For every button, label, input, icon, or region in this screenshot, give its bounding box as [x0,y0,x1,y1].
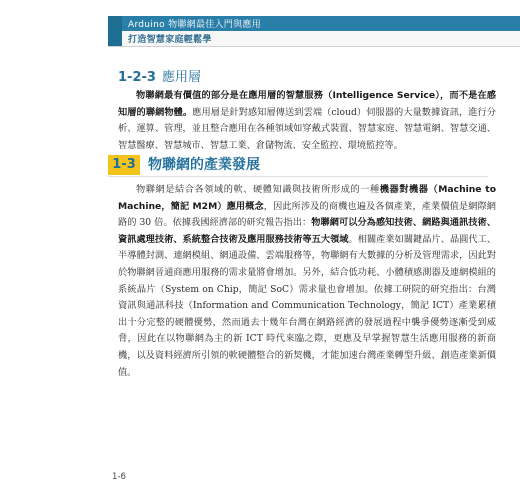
section-heading [108,154,488,177]
paragraph-application-layer [118,88,496,154]
paragraph-bold-text: 機器對機器（Machine to Machine，簡記 M2M）應用概念 [118,184,497,212]
paragraph-iot-industry [118,182,496,381]
paragraph-text: ，因此所涉及的商機也遍及各個產業，產業價值是網際網路的 30 倍。依據我國經濟部的研究報告指出： [118,200,496,229]
book-title: Arduino 物聯網最佳入門與應用 [128,20,262,30]
subsection-number: 1-2-3 [118,70,156,85]
paragraph-text: 物聯網是結合各領域的軟、硬體知識與技術所形成的一種 [136,184,380,195]
subsection-title: 應用層 [161,70,201,85]
running-header [108,16,520,46]
page-number: 1-6 [112,472,126,482]
paragraph-text: 。相關產業如關鍵晶片、晶圓代工、半導體封測、連網模組、網通設備、雲端服務等，物聯網有大數據的分析及管理需求，因此對於物聯網晉通商應用服務的需求量將會增加。另外，結合低功耗、小體積感測器及連網模組的系統晶片（System on Chip，簡記 SoC）需求量也會增加。依據工研院的研究指出：台灣資訊與通訊科技（Information and Communication Technology，簡記 ICT）產業累積出十分完整的硬體優勢，然而過去十幾年台灣在網路經濟的發展過程中襲爭優勢逐漸受到威脅，因此在以物聯網為主的新 ICT 時代來臨之際，更應及早掌握智慧生活應用服務的新商機，以及資料經濟所引領的軟硬體整合的新契機，才能加速台灣產業轉型升級、創造產業新價值。 [118,233,497,378]
paragraph-bold-text: 物聯網可以分為感知技術、網路與通訊技術、資訊處理技術、系統整合技術及應用服務技術等五大領域 [118,217,497,245]
book-subtitle: 打造智慧家庭輕鬆學 [128,35,212,45]
paragraph-text: 應用層是針對感知層傳送到雲端（cloud）伺服器的大量數據資訊，進行分析、運算、管理，並且整合應用在各種領域如穿戴式裝置、智慧家庭、智慧電網、智慧交通、智慧醫療、智慧城市、智慧工業、倉儲物流、安全監控、環境監控等。 [118,106,496,151]
section-number-badge: 1-3 [108,155,140,175]
header-accent-block [108,16,122,46]
subsection-heading [118,66,201,85]
paragraph-bold-text: 物聯網最有價值的部分是在應用層的智慧服務（Intelligence Service），而不是在感知層的聯網物體。 [118,90,496,118]
section-title: 物聯網的產業發展 [148,157,260,173]
